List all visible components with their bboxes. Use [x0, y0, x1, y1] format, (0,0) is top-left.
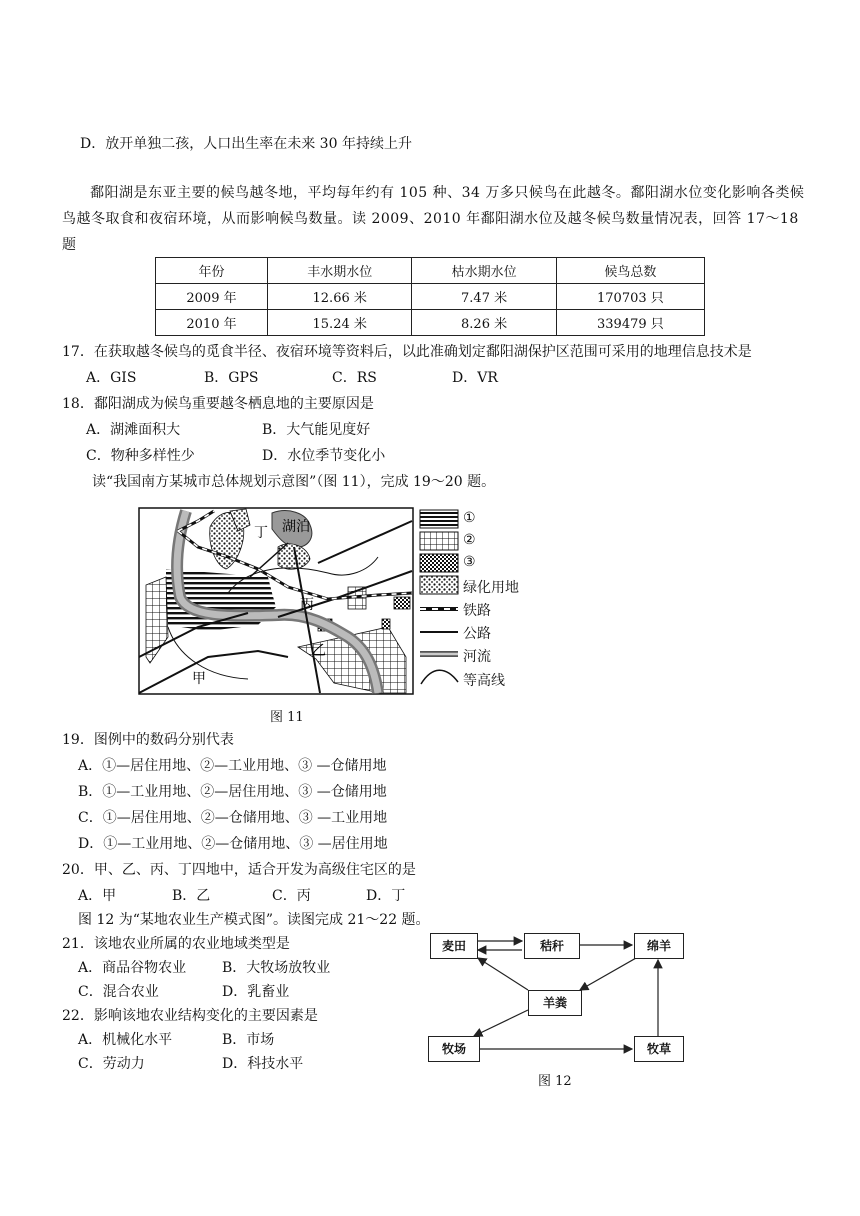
intro-figure12: 图 12 为“某地农业生产模式图”。读图完成 21～22 题。 — [78, 912, 430, 928]
q20-option-d: D．丁 — [366, 888, 406, 904]
table-row — [156, 310, 705, 336]
legend-label: 绿化用地 — [463, 580, 519, 596]
zone-3-area — [382, 619, 390, 629]
legend-label: ③ — [463, 554, 476, 570]
q17-option-d: D．VR — [452, 370, 498, 386]
table-header: 枯水期水位 — [412, 258, 556, 284]
farming-flow-diagram — [420, 928, 700, 1088]
table-header-row — [156, 258, 705, 284]
q20-option-c: C．丙 — [272, 888, 311, 904]
zone-2-legend-swatch — [420, 532, 458, 550]
q19-option-d: D．①—工业用地、②—仓储用地、③ —居住用地 — [78, 836, 388, 852]
legend-label: 河流 — [463, 649, 491, 665]
q19-stem: 19．图例中的数码分别代表 — [62, 732, 234, 748]
water-level-table — [155, 257, 705, 336]
q20-option-a: A．甲 — [78, 888, 117, 904]
table-header: 丰水期水位 — [268, 258, 412, 284]
arrow-manure-to-pasture — [474, 1010, 528, 1036]
zone-3-area — [394, 597, 410, 609]
flow-node-manure: 羊粪 — [528, 990, 582, 1016]
table-cell: 2010 年 — [156, 310, 268, 336]
flow-node-pasture: 牧场 — [428, 1036, 480, 1062]
q22-option-d: D．科技水平 — [222, 1056, 304, 1072]
q17-option-a: A．GIS — [86, 370, 137, 386]
place-yi-label: 乙 — [312, 643, 326, 659]
q21-stem: 21．该地农业所属的农业地域类型是 — [62, 936, 290, 952]
arrow-manure-to-wheat — [478, 958, 528, 990]
q21-option-b: B．大牧场放牧业 — [222, 960, 331, 976]
q21-option-c: C．混合农业 — [78, 984, 159, 1000]
table-cell: 339479 只 — [556, 310, 704, 336]
q19-option-c: C．①—居住用地、②—仓储用地、③ —工业用地 — [78, 810, 388, 826]
flow-node-grass: 牧草 — [634, 1036, 684, 1062]
q22-stem: 22．影响该地农业结构变化的主要因素是 — [62, 1008, 318, 1024]
zone-3-legend-swatch — [420, 554, 458, 572]
table-header: 候鸟总数 — [556, 258, 704, 284]
map-legend-symbols — [418, 508, 462, 688]
q18-option-a: A．湖滩面积大 — [86, 422, 181, 438]
flow-node-straw: 秸秆 — [524, 933, 580, 959]
table-cell: 7.47 米 — [412, 284, 556, 310]
q16-option-d: D．放开单独二孩，人口出生率在未来 30 年持续上升 — [80, 136, 412, 152]
q18-stem: 18．鄱阳湖成为候鸟重要越冬栖息地的主要原因是 — [62, 396, 374, 412]
legend-label: ① — [463, 510, 476, 526]
q22-option-c: C．劳动力 — [78, 1056, 145, 1072]
figure-12-caption: 图 12 — [538, 1074, 572, 1089]
intro-poyang: 鄱阳湖是东亚主要的候鸟越冬地，平均每年约有 105 种、34 万多只候鸟在此越冬。鄱阳湖水位变化影响各类候鸟越冬取食和夜宿环境，从而影响候鸟数量。读 2009、2010 年鄱阳湖水位及越冬候鸟数量情况表，回答 17～18 题 — [62, 185, 805, 253]
legend-label: ② — [463, 532, 476, 548]
legend-label: 等高线 — [463, 673, 505, 689]
contour-legend-symbol — [421, 670, 458, 684]
q20-stem: 20．甲、乙、丙、丁四地中，适合开发为高级住宅区的是 — [62, 862, 416, 878]
q18-option-d: D．水位季节变化小 — [262, 448, 386, 464]
figure-11-caption: 图 11 — [270, 710, 304, 725]
q18-option-b: B．大气能见度好 — [262, 422, 371, 438]
lake-label: 湖泊 — [282, 519, 310, 535]
city-planning-map — [138, 507, 414, 695]
place-jia-label: 甲 — [192, 671, 206, 687]
q17-option-b: B．GPS — [204, 370, 259, 386]
arrow-sheep-to-manure — [580, 958, 636, 990]
flow-node-wheat: 麦田 — [430, 933, 478, 959]
place-ding-label: 丁 — [254, 525, 268, 541]
table-row — [156, 284, 705, 310]
q17-stem: 17．在获取越冬候鸟的觅食半径、夜宿环境等资料后，以此准确划定鄱阳湖保护区范围可采用的地理信息技术是 — [62, 344, 752, 360]
legend-label: 公路 — [463, 626, 491, 642]
q22-option-a: A．机械化水平 — [78, 1032, 173, 1048]
q20-option-b: B．乙 — [172, 888, 211, 904]
green-land-legend-swatch — [420, 576, 458, 594]
q22-option-b: B．市场 — [222, 1032, 275, 1048]
q21-option-d: D．乳畜业 — [222, 984, 290, 1000]
table-cell: 170703 只 — [556, 284, 704, 310]
table-cell: 8.26 米 — [412, 310, 556, 336]
legend-label: 铁路 — [463, 603, 491, 619]
intro-figure11: 读“我国南方某城市总体规划示意图”（图 11），完成 19～20 题。 — [92, 474, 496, 490]
table-cell: 15.24 米 — [268, 310, 412, 336]
zone-1-legend-swatch — [420, 510, 458, 528]
place-bing-label: 丙 — [300, 597, 314, 613]
q18-option-c: C．物种多样性少 — [86, 448, 195, 464]
table-cell: 2009 年 — [156, 284, 268, 310]
table-header: 年份 — [156, 258, 268, 284]
q17-option-c: C．RS — [332, 370, 377, 386]
flow-node-sheep: 绵羊 — [634, 933, 684, 959]
table-cell: 12.66 米 — [268, 284, 412, 310]
q21-option-a: A．商品谷物农业 — [78, 960, 187, 976]
q19-option-a: A．①—居住用地、②—工业用地、③ —仓储用地 — [78, 758, 387, 774]
q19-option-b: B．①—工业用地、②—居住用地、③ —仓储用地 — [78, 784, 387, 800]
